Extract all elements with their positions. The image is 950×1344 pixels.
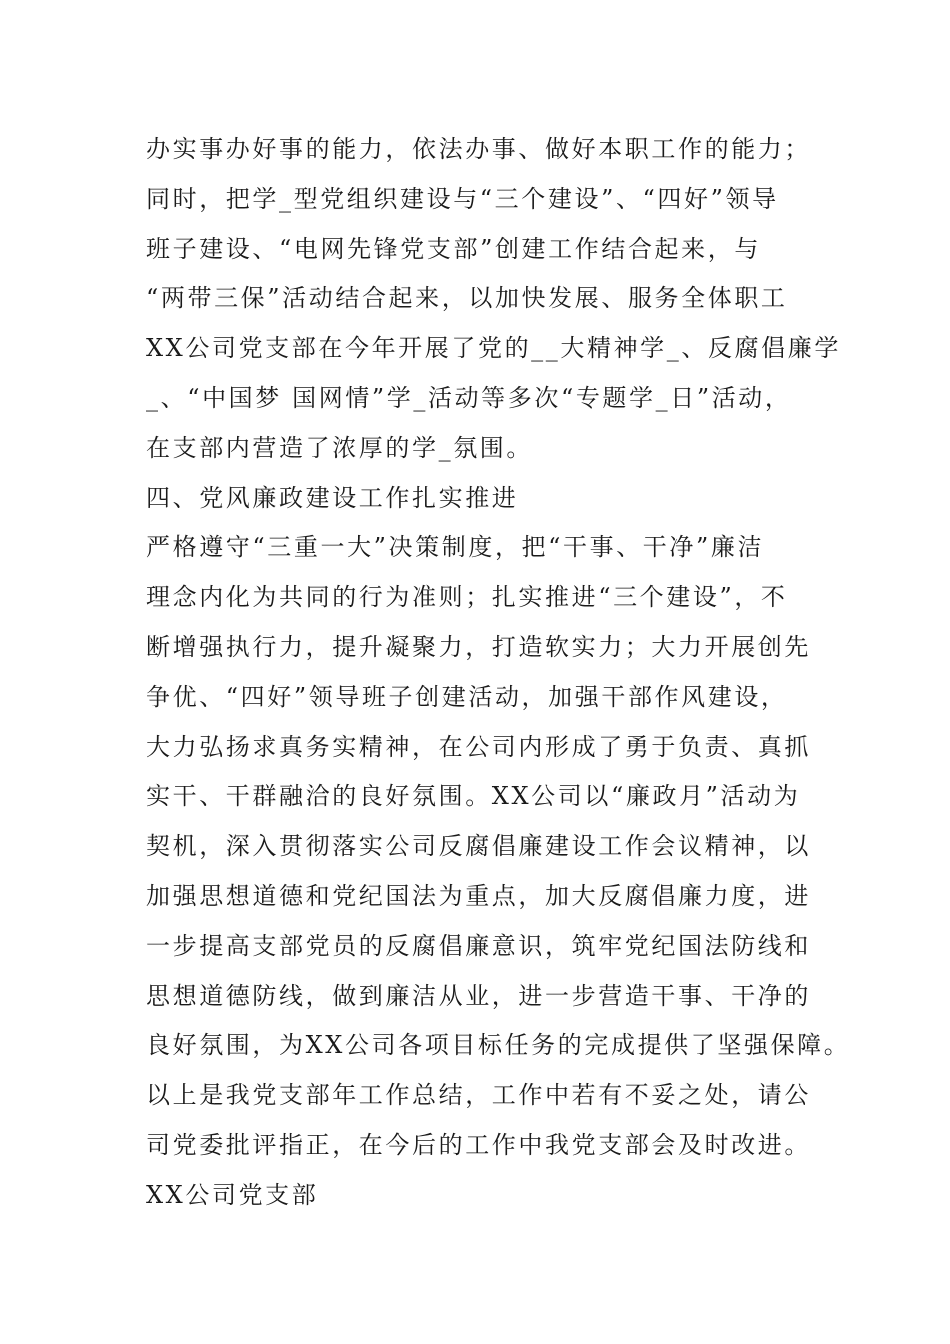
text-line: 严格遵守“三重一大”决策制度，把“干事、干净”廉洁 [146, 533, 765, 562]
text-line: 以上是我党支部年工作总结，工作中若有不妥之处，请公 [146, 1081, 811, 1110]
text-line: 思想道德防线，做到廉洁从业，进一步营造干事、干净的 [146, 981, 811, 1010]
text-line: 办实事办好事的能力，依法办事、做好本职工作的能力； [146, 135, 811, 163]
document-body [146, 125, 851, 1221]
text-line: 班子建设、“电网先锋党支部”创建工作结合起来，与 [146, 234, 761, 263]
text-line: 契机，深入贯彻落实公司反腐倡廉建设工作会议精神，以 [146, 832, 811, 861]
text-line: XX公司党支部在今年开展了党的__大精神学_、反腐倡廉学 [146, 334, 841, 363]
text-line: 同时，把学_型党组织建设与“三个建设”、“四好”领导 [146, 184, 779, 213]
text-line: 司党委批评指正，在今后的工作中我党支部会及时改进。 [146, 1130, 811, 1159]
text-line: 大力弘扬求真务实精神，在公司内形成了勇于负责、真抓 [146, 732, 811, 761]
text-line: 一步提高支部党员的反腐倡廉意识，筑牢党纪国法防线和 [146, 931, 811, 960]
text-line: 断增强执行力，提升凝聚力，打造软实力；大力开展创先 [146, 632, 811, 661]
section-heading: 四、党风廉政建设工作扎实推进 [146, 483, 519, 512]
text-line: “两带三保”活动结合起来，以加快发展、服务全体职工 [146, 284, 788, 313]
text-line: 加强思想道德和党纪国法为重点，加大反腐倡廉力度，进 [146, 881, 811, 910]
text-line: 良好氛围，为XX公司各项目标任务的完成提供了坚强保障。 [146, 1031, 851, 1060]
text-line: 争优、“四好”领导班子创建活动，加强干部作风建设， [146, 682, 788, 711]
text-line: 在支部内营造了浓厚的学_氛围。 [146, 433, 533, 462]
text-line: _、“中国梦 国网情”学_活动等多次“专题学_日”活动， [146, 383, 792, 412]
signature-line: XX公司党支部 [146, 1180, 319, 1209]
text-line: 实干、干群融洽的良好氛围。XX公司以“廉政月”活动为 [146, 782, 801, 811]
text-line: 理念内化为共同的行为准则；扎实推进“三个建设”，不 [146, 583, 788, 612]
